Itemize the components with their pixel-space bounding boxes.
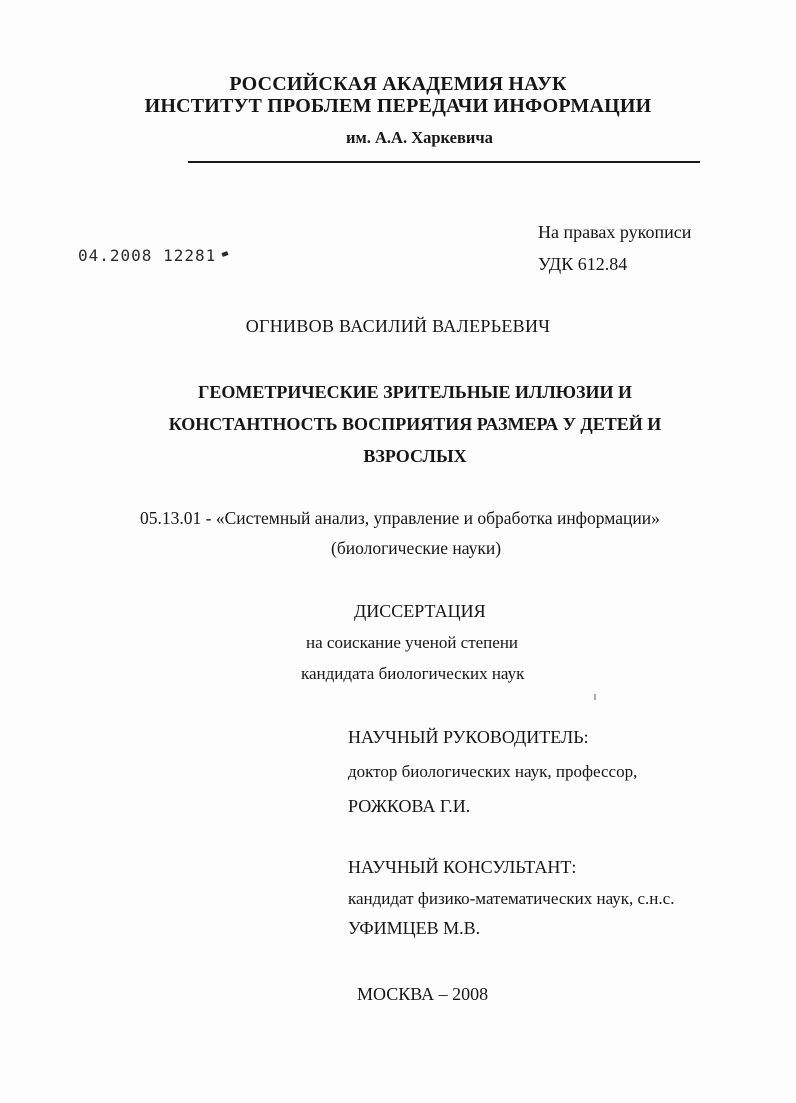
header-divider: [188, 161, 700, 163]
supervisor-heading: НАУЧНЫЙ РУКОВОДИТЕЛЬ:: [348, 727, 589, 747]
rights-notice: На правах рукописи: [538, 222, 692, 242]
institution-line-3: им. А.А. Харкевича: [346, 128, 493, 147]
scan-speck: [594, 694, 596, 700]
author-name: ОГНИВОВ ВАСИЛИЙ ВАЛЕРЬЕВИЧ: [245, 316, 551, 336]
supervisor-title: доктор биологических наук, профессор,: [348, 762, 638, 781]
archive-stamp: 04.2008 12281: [78, 246, 217, 265]
degree-line-2: кандидата биологических наук: [301, 664, 525, 683]
dissertation-heading: ДИССЕРТАЦИЯ: [354, 601, 486, 621]
dissertation-title: ГЕОМЕТРИЧЕСКИЕ ЗРИТЕЛЬНЫЕ ИЛЛЮЗИИ И КОНСТАНТНОСТЬ ВОСПРИЯТИЯ РАЗМЕРА У ДЕТЕЙ И ВЗРОСЛЫХ: [168, 382, 662, 466]
city-year: МОСКВА – 2008: [357, 984, 489, 1004]
institution-line-1: РОССИЙСКАЯ АКАДЕМИЯ НАУК: [229, 73, 567, 95]
specialty-field: (биологические науки): [331, 538, 502, 558]
udk-code: УДК 612.84: [538, 254, 628, 274]
consultant-name: УФИМЦЕВ М.В.: [348, 918, 481, 938]
institution-line-2: ИНСТИТУТ ПРОБЛЕМ ПЕРЕДАЧИ ИНФОРМАЦИИ: [144, 95, 652, 117]
consultant-title: кандидат физико-математических наук, с.н.с.: [348, 889, 675, 908]
stamp-mark: [221, 251, 228, 257]
degree-line-1: на соискание ученой степени: [306, 633, 519, 652]
supervisor-name: РОЖКОВА Г.И.: [348, 796, 471, 816]
consultant-heading: НАУЧНЫЙ КОНСУЛЬТАНТ:: [348, 857, 577, 877]
specialty-line: 05.13.01 - «Системный анализ, управление и обработка информации»: [140, 508, 660, 528]
